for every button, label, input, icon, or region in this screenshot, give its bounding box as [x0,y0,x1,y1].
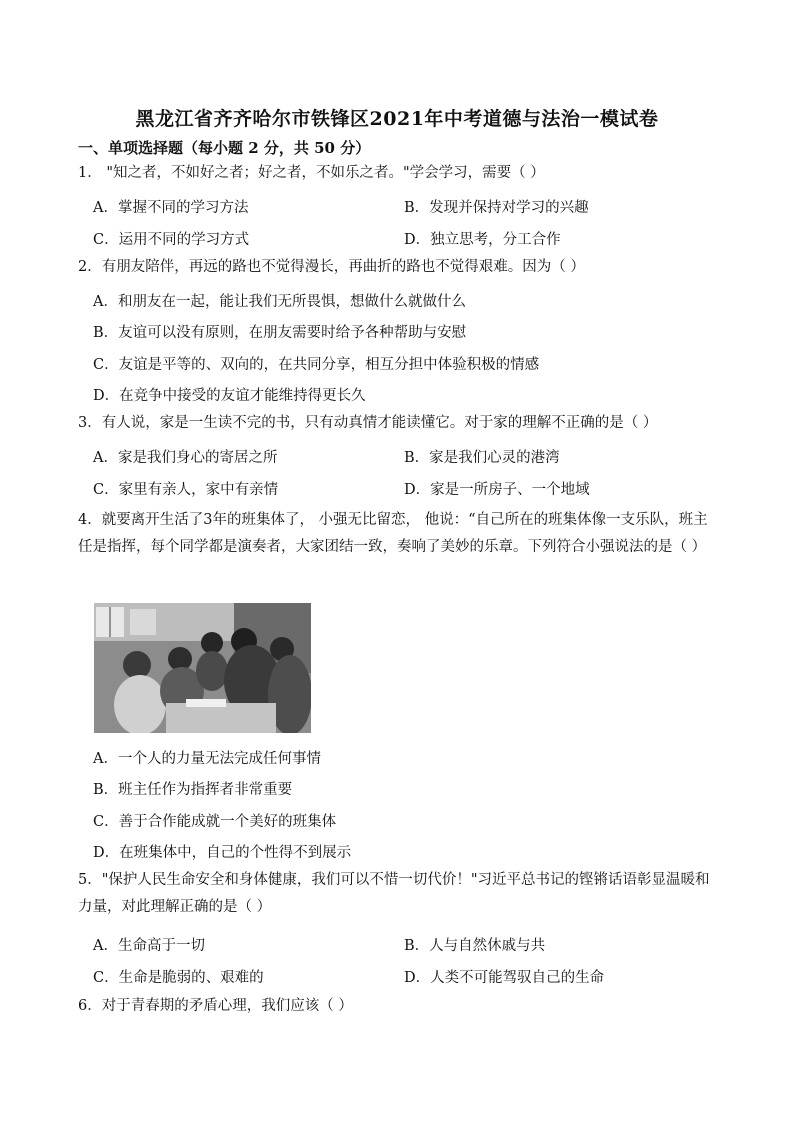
question-4-option-d: D．在班集体中，自己的个性得不到展示 [93,845,352,861]
question-1-option-b: B．发现并保持对学习的兴趣 [404,200,589,216]
question-1-option-c: C．运用不同的学习方式 [93,232,250,248]
question-4-option-c: C．善于合作能成就一个美好的班集体 [93,814,337,830]
question-3-option-c: C．家里有亲人，家中有亲情 [93,482,279,498]
page-title: 黑龙江省齐齐哈尔市铁锋区2021年中考道德与法治一模试卷 [135,108,659,130]
question-3-stem: 3．有人说，家是一生读不完的书，只有动真情才能读懂它。对于家的理解不正确的是（ ） [78,415,658,431]
classroom-photo-image [94,603,311,733]
question-2-option-b: B．友谊可以没有原则，在朋友需要时给予各种帮助与安慰 [93,325,467,341]
question-5-stem: 5．"保护人民生命安全和身体健康，我们可以不惜一切代价！"习近平总书记的铿锵话语彰显温暖和力量，对此理解正确的是（ ） [78,872,710,915]
question-2-stem: 2．有朋友陪伴，再远的路也不觉得漫长，再曲折的路也不觉得艰难。因为（ ） [78,259,585,275]
question-3-option-d: D．家是一所房子、一个地域 [404,482,590,498]
question-5-option-d: D．人类不可能驾驭自己的生命 [404,970,605,986]
question-4-stem: 4．就要离开生活了3年的班集体了， 小强无比留恋， 他说：“自己所在的班集体像一支乐队，班主任是指挥，每个同学都是演奏者，大家团结一致，奏响了美妙的乐章。下列符合小强说法的是（ ） [78,512,708,555]
question-2-option-a: A．和朋友在一起，能让我们无所畏惧，想做什么就做什么 [93,294,466,310]
section-heading: 一、单项选择题（每小题 2 分，共 50 分） [78,139,371,157]
question-3-option-a: A．家是我们身心的寄居之所 [93,450,278,466]
question-1-option-d: D．独立思考，分工合作 [404,232,561,248]
question-1-option-a: A．掌握不同的学习方法 [93,200,249,216]
question-4-option-b: B．班主任作为指挥者非常重要 [93,782,293,798]
question-3-option-b: B．家是我们心灵的港湾 [404,450,560,466]
question-5-option-c: C．生命是脆弱的、艰难的 [93,970,264,986]
question-5-option-b: B．人与自然休戚与共 [404,938,546,954]
question-4-option-a: A．一个人的力量无法完成任何事情 [93,751,321,767]
question-6-stem: 6．对于青春期的矛盾心理，我们应该（ ） [78,998,353,1014]
question-5-option-a: A．生命高于一切 [93,938,205,954]
question-2-option-c: C．友谊是平等的、双向的，在共同分享，相互分担中体验积极的情感 [93,357,540,373]
question-1-stem: 1． "知之者，不如好之者；好之者，不如乐之者。"学会学习，需要（ ） [78,165,545,181]
question-2-option-d: D．在竞争中接受的友谊才能维持得更长久 [93,388,366,404]
classroom-photo [94,603,311,733]
